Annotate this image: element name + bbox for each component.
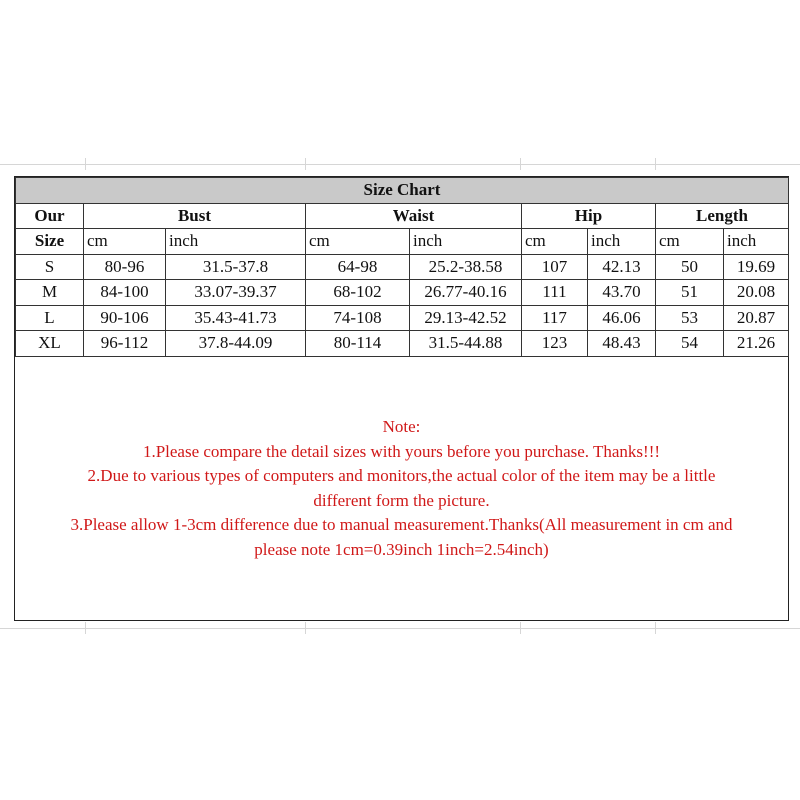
- waist-inch-cell: 31.5-44.88: [410, 331, 522, 357]
- length-inch-cell: 20.08: [724, 280, 789, 306]
- size-label: S: [16, 254, 84, 280]
- table-row: [16, 305, 789, 331]
- chart-title: Size Chart: [16, 178, 789, 204]
- size-chart-sheet: [14, 176, 789, 621]
- bust-inch-cell: 33.07-39.37: [166, 280, 306, 306]
- column-tick: [520, 622, 521, 634]
- note-line-3a: 3.Please allow 1-3cm difference due to manual measurement.Thanks(All measurement in cm and: [70, 515, 733, 534]
- group-header-waist: Waist: [306, 203, 522, 229]
- size-label: XL: [16, 331, 84, 357]
- size-header-line1: Our: [16, 203, 84, 229]
- length-cm-cell: 53: [656, 305, 724, 331]
- note-line-1: 1.Please compare the detail sizes with yours before you purchase. Thanks!!!: [142, 441, 661, 461]
- bust-inch-cell: 37.8-44.09: [166, 331, 306, 357]
- group-header-length: Length: [656, 203, 789, 229]
- column-tick: [305, 622, 306, 634]
- bust-cm-cell: 96-112: [84, 331, 166, 357]
- bust-cm-cell: 80-96: [84, 254, 166, 280]
- waist-cm-cell: 74-108: [306, 305, 410, 331]
- size-header-line2: Size: [16, 229, 84, 255]
- table-row: [16, 331, 789, 357]
- unit-inch: inch: [724, 229, 789, 255]
- hip-inch-cell: 43.70: [588, 280, 656, 306]
- column-tick: [85, 622, 86, 634]
- hip-inch-cell: 46.06: [588, 305, 656, 331]
- unit-inch: inch: [410, 229, 522, 255]
- table-row: [16, 280, 789, 306]
- hip-cm-cell: 117: [522, 305, 588, 331]
- size-label: L: [16, 305, 84, 331]
- waist-cm-cell: 64-98: [306, 254, 410, 280]
- waist-inch-cell: 26.77-40.16: [410, 280, 522, 306]
- waist-inch-cell: 25.2-38.58: [410, 254, 522, 280]
- group-header-row: [16, 203, 789, 229]
- unit-header-row: [16, 229, 789, 255]
- length-inch-cell: 20.87: [724, 305, 789, 331]
- column-tick: [85, 158, 86, 170]
- length-inch-cell: 21.26: [724, 331, 789, 357]
- unit-inch: inch: [588, 229, 656, 255]
- column-tick: [305, 158, 306, 170]
- length-cm-cell: 50: [656, 254, 724, 280]
- bust-cm-cell: 84-100: [84, 280, 166, 306]
- hip-cm-cell: 107: [522, 254, 588, 280]
- hip-inch-cell: 42.13: [588, 254, 656, 280]
- size-chart-table: [15, 177, 789, 357]
- unit-cm: cm: [84, 229, 166, 255]
- sheet-gridline-bottom: [0, 628, 800, 629]
- sheet-gridline-top: [0, 164, 800, 165]
- bust-inch-cell: 35.43-41.73: [166, 305, 306, 331]
- hip-cm-cell: 123: [522, 331, 588, 357]
- size-label: M: [16, 280, 84, 306]
- column-tick: [520, 158, 521, 170]
- length-cm-cell: 51: [656, 280, 724, 306]
- bust-inch-cell: 31.5-37.8: [166, 254, 306, 280]
- group-header-bust: Bust: [84, 203, 306, 229]
- bust-cm-cell: 90-106: [84, 305, 166, 331]
- waist-inch-cell: 29.13-42.52: [410, 305, 522, 331]
- note-line-3b: please note 1cm=0.39inch 1inch=2.54inch): [254, 539, 549, 559]
- length-cm-cell: 54: [656, 331, 724, 357]
- title-row: [16, 178, 789, 204]
- unit-cm: cm: [306, 229, 410, 255]
- unit-cm: cm: [522, 229, 588, 255]
- column-tick: [655, 158, 656, 170]
- note-line-2b: different form the picture.: [313, 490, 490, 510]
- note-heading: Note:: [382, 417, 421, 436]
- unit-inch: inch: [166, 229, 306, 255]
- group-header-hip: Hip: [522, 203, 656, 229]
- hip-cm-cell: 111: [522, 280, 588, 306]
- table-row: [16, 254, 789, 280]
- note-block: [15, 415, 788, 562]
- note-line-2a: 2.Due to various types of computers and monitors,the actual color of the item may be a little: [87, 466, 716, 485]
- length-inch-cell: 19.69: [724, 254, 789, 280]
- waist-cm-cell: 80-114: [306, 331, 410, 357]
- column-tick: [655, 622, 656, 634]
- hip-inch-cell: 48.43: [588, 331, 656, 357]
- waist-cm-cell: 68-102: [306, 280, 410, 306]
- unit-cm: cm: [656, 229, 724, 255]
